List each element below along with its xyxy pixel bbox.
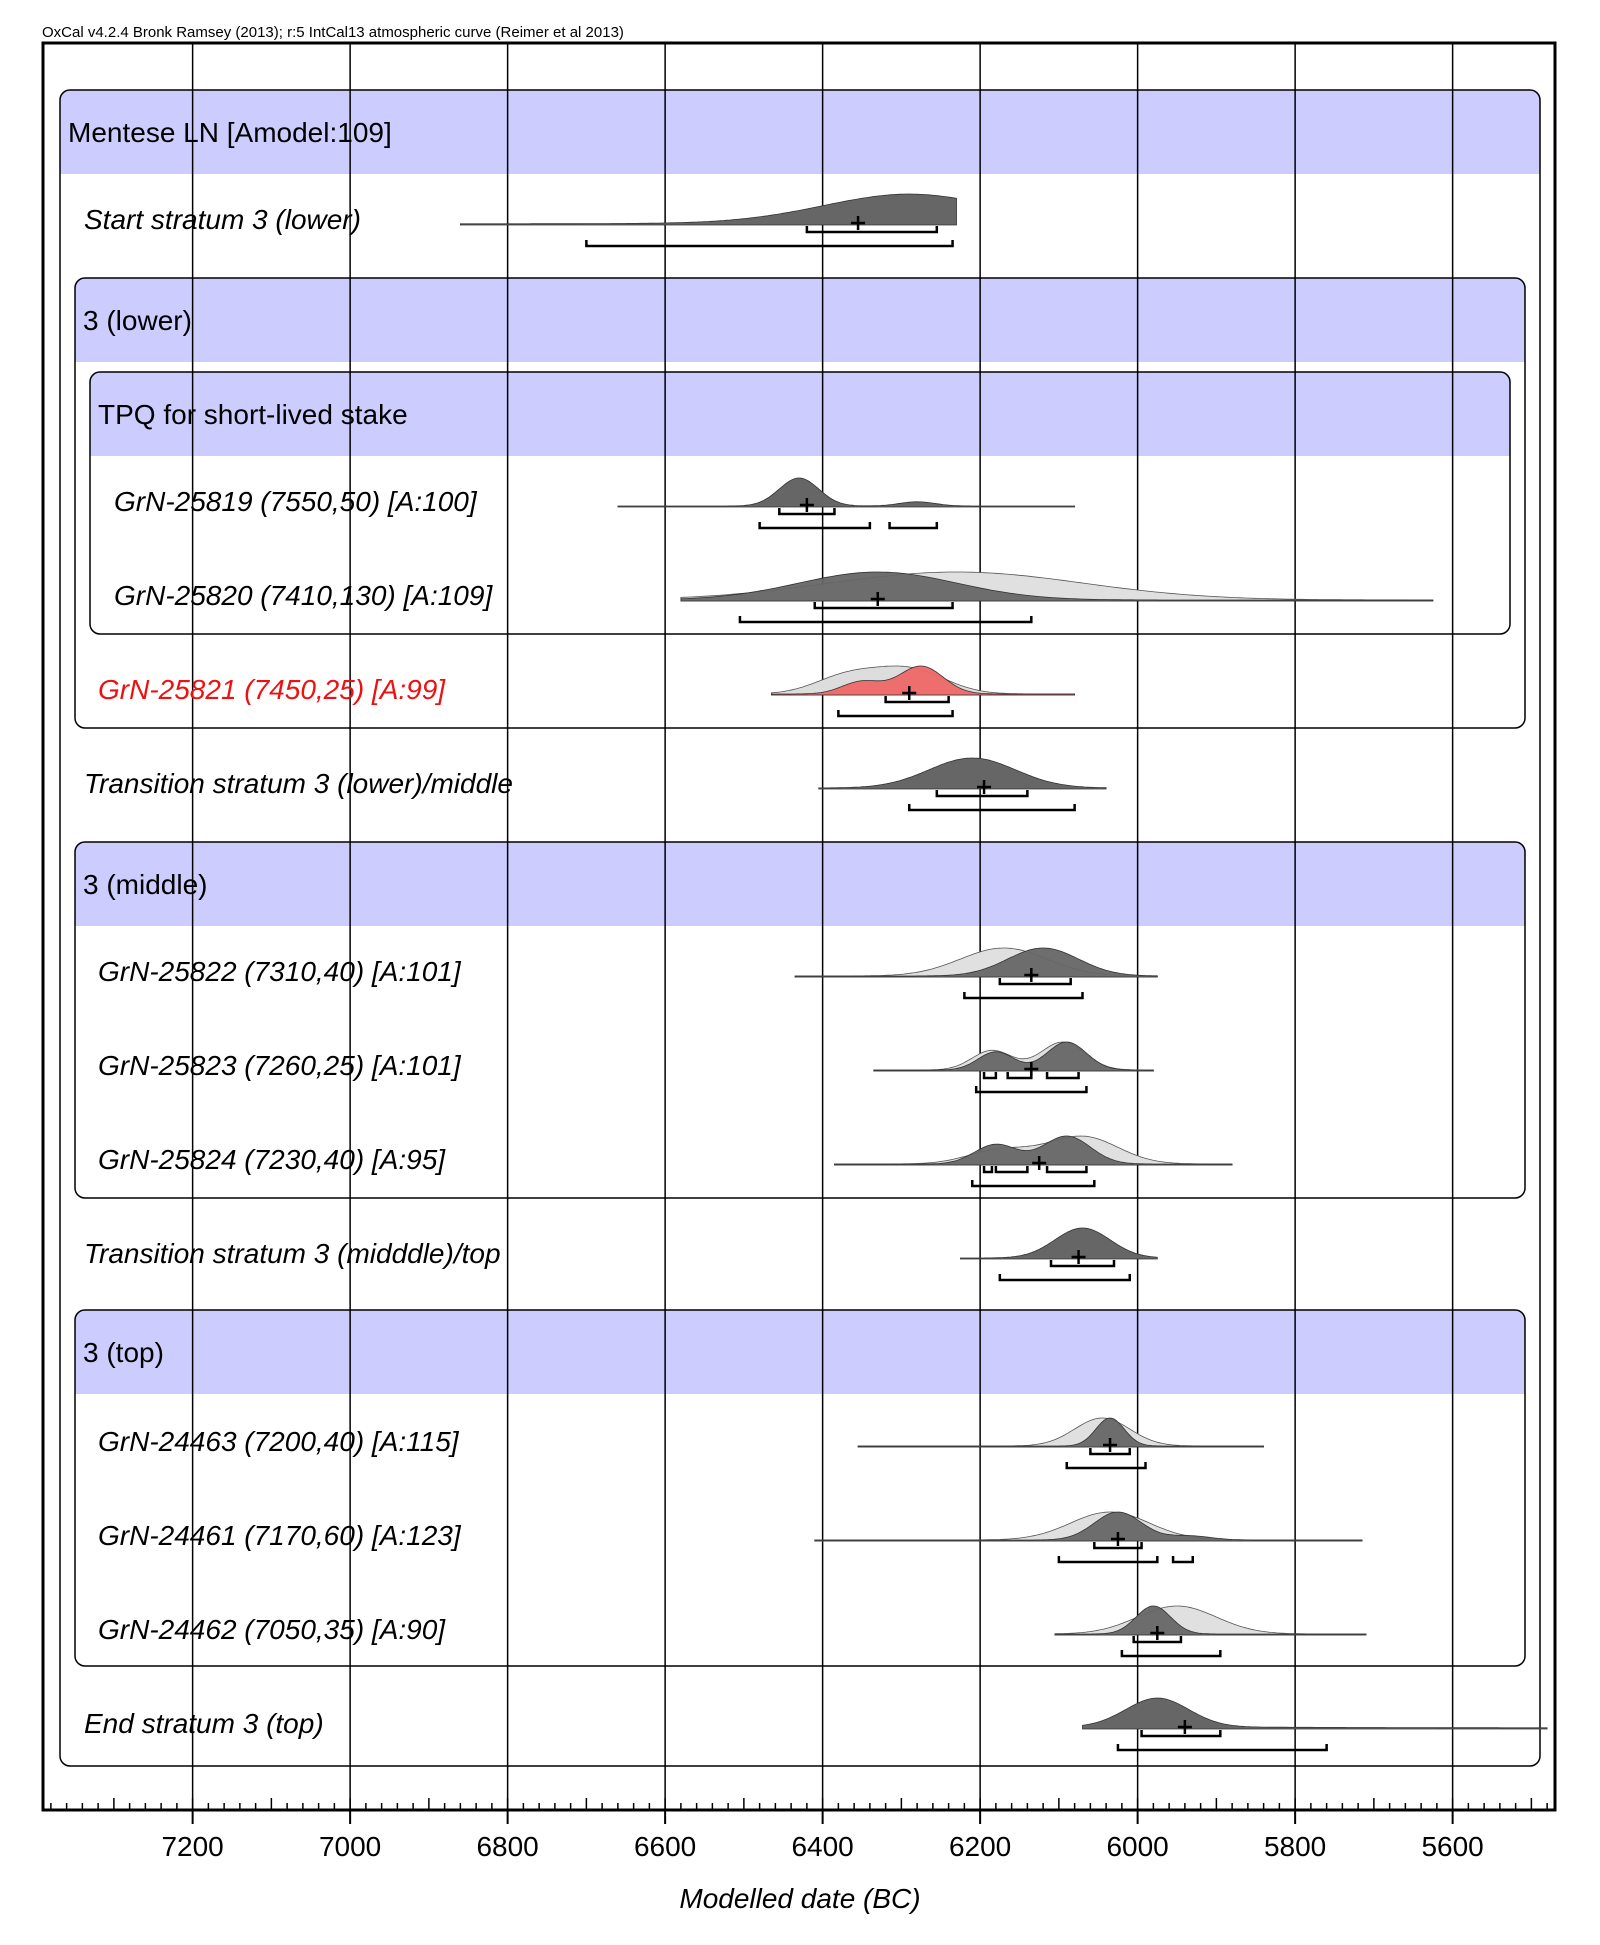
range-95 xyxy=(1122,1650,1220,1656)
item-row xyxy=(98,948,1157,998)
item-row xyxy=(98,1606,1366,1656)
posterior-distribution xyxy=(618,478,1075,507)
range-68 xyxy=(815,602,953,608)
group-header-fill xyxy=(75,278,1525,362)
chart_data.items.8.label: Transition stratum 3 (midddle)/top xyxy=(84,1238,501,1269)
posterior-distribution xyxy=(960,1228,1157,1259)
item-row xyxy=(98,1512,1362,1562)
range-68 xyxy=(886,696,949,702)
item-row xyxy=(98,666,1075,716)
chart_data.items.0.label: Start stratum 3 (lower) xyxy=(84,204,361,235)
chart_data.groups.0.label: Mentese LN [Amodel:109] xyxy=(68,117,392,148)
range-95 xyxy=(909,804,1074,810)
posterior-distribution xyxy=(834,1136,1232,1165)
chart_data.xticks.3: 6600 xyxy=(633,1831,697,1862)
oxcal-header: OxCal v4.2.4 Bronk Ramsey (2013); r:5 IntCal13 atmospheric curve (Reimer et al 2013) xyxy=(42,24,624,41)
chart_data.items.12.label: End stratum 3 (top) xyxy=(84,1708,324,1739)
range-68 xyxy=(1047,1072,1079,1078)
prior-distribution xyxy=(858,1418,1264,1447)
posterior-distribution xyxy=(460,194,956,225)
range-68 xyxy=(807,226,937,232)
range-95 xyxy=(760,522,870,528)
prior-distribution xyxy=(1055,1606,1366,1635)
range-68 xyxy=(984,1072,996,1078)
chart_data.items.10.label: GrN-24461 (7170,60) [A:123] xyxy=(98,1520,461,1551)
range-95 xyxy=(740,616,1031,622)
x-axis xyxy=(51,1798,1547,1914)
range-68 xyxy=(1047,1166,1086,1172)
posterior-distribution xyxy=(1083,1698,1548,1729)
item-row xyxy=(84,1698,1547,1750)
item-row xyxy=(84,194,957,246)
range-95 xyxy=(586,240,952,246)
range-95 xyxy=(890,522,937,528)
group-header-fill xyxy=(75,1310,1525,1394)
range-95 xyxy=(972,1180,1094,1186)
range-68 xyxy=(1051,1260,1114,1266)
range-95 xyxy=(1173,1556,1193,1562)
range-68 xyxy=(937,790,1028,796)
chart_data.xticks.2: 6800 xyxy=(476,1831,539,1862)
range-95 xyxy=(1000,1274,1130,1280)
item-row xyxy=(84,758,1106,810)
chart_data.items.11.label: GrN-24462 (7050,35) [A:90] xyxy=(98,1614,446,1645)
chart_data.groups.2.label: TPQ for short-lived stake xyxy=(98,399,408,430)
chart_data.xlabel: Modelled date (BC) xyxy=(679,1883,921,1914)
chart_data.items.1.label: GrN-25819 (7550,50) [A:100] xyxy=(114,486,477,517)
group-boxes xyxy=(60,90,1540,1766)
range-68 xyxy=(1142,1730,1221,1736)
chart_data.xticks.1: 7000 xyxy=(318,1831,382,1862)
chart_data.xticks.0: 7200 xyxy=(161,1831,224,1862)
chart_data.xticks.5: 6200 xyxy=(948,1831,1012,1862)
item-row xyxy=(98,1418,1264,1468)
range-68 xyxy=(1000,978,1071,984)
range-95 xyxy=(976,1086,1086,1092)
chart_data.groups.1.label: 3 (lower) xyxy=(83,305,192,336)
chart_data.items.5.label: GrN-25822 (7310,40) [A:101] xyxy=(98,956,461,987)
posterior-distribution xyxy=(819,758,1106,789)
item-row xyxy=(114,478,1075,528)
item-row xyxy=(84,1228,1157,1280)
chart_data.xticks.7: 5800 xyxy=(1263,1831,1327,1862)
chart_data.xticks.6: 6000 xyxy=(1106,1831,1169,1862)
range-68 xyxy=(984,1166,992,1172)
chart_data.items.9.label: GrN-24463 (7200,40) [A:115] xyxy=(98,1426,459,1457)
range-68 xyxy=(996,1166,1028,1172)
chart_data.items.7.label: GrN-25824 (7230,40) [A:95] xyxy=(98,1144,446,1175)
chart_data.items.4.label: Transition stratum 3 (lower)/middle xyxy=(84,768,513,799)
group-header-fill xyxy=(75,842,1525,926)
chart_data.items.6.label: GrN-25823 (7260,25) [A:101] xyxy=(98,1050,461,1081)
item-row xyxy=(114,572,1433,622)
item-row xyxy=(98,1042,1153,1092)
chart_data.groups.4.label: 3 (top) xyxy=(83,1337,164,1368)
range-95 xyxy=(838,710,952,716)
range-95 xyxy=(1059,1556,1157,1562)
range-68 xyxy=(1008,1072,1032,1078)
chart_data.items.2.label: GrN-25820 (7410,130) [A:109] xyxy=(114,580,493,611)
range-95 xyxy=(964,992,1082,998)
range-95 xyxy=(1067,1462,1146,1468)
chart_data.groups.3.label: 3 (middle) xyxy=(83,869,208,900)
chart_data.xticks.4: 6400 xyxy=(791,1831,854,1862)
chart_data.xticks.8: 5600 xyxy=(1421,1831,1484,1862)
chart_data.items.3.label: GrN-25821 (7450,25) [A:99] xyxy=(98,674,446,705)
